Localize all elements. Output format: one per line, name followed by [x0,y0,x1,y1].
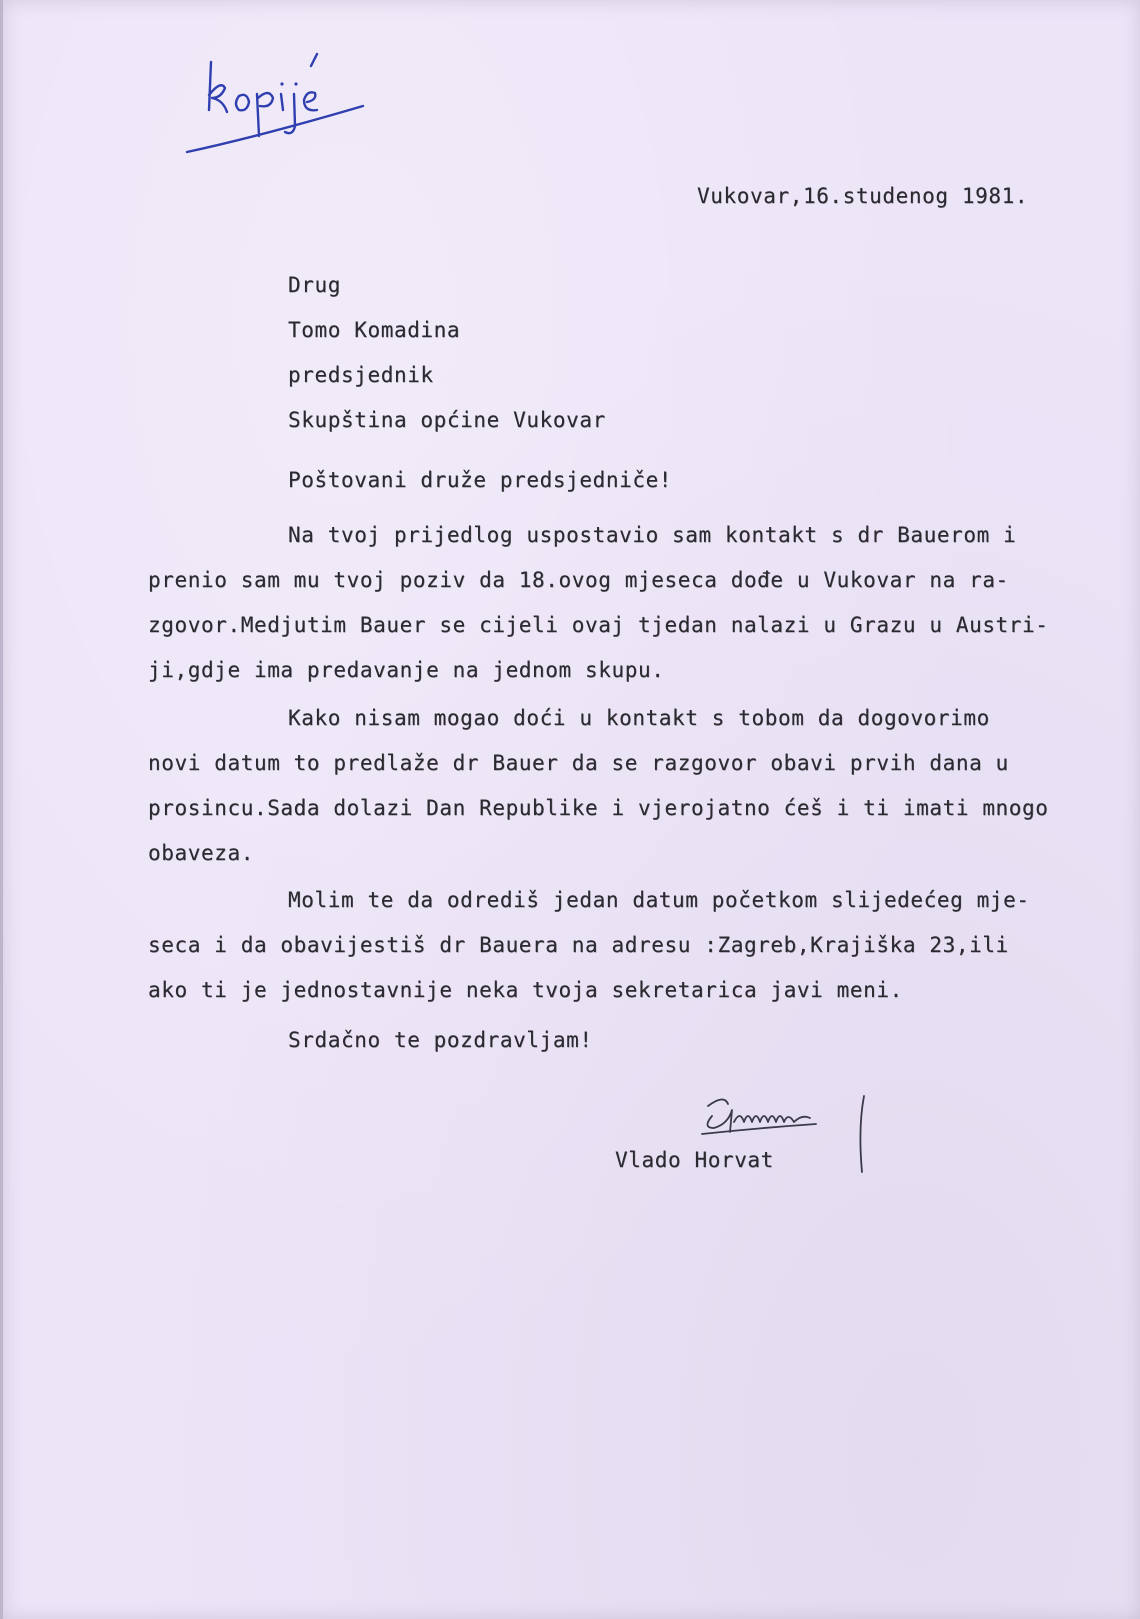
recipient-line: Drug [288,273,341,297]
body-line: novi datum to predlaže dr Bauer da se razgovor obavi prvih dana u [148,751,1009,775]
recipient-organization: Skupština općine Vukovar [288,408,606,432]
body-line: ji,gdje ima predavanje na jednom skupu. [148,658,665,682]
body-line: obaveza. [148,841,254,865]
recipient-title: predsjednik [288,363,434,387]
body-line: ako ti je jednostavnije neka tvoja sekretarica javi meni. [148,978,903,1002]
body-line: Molim te da odrediš jedan datum početkom slijedećeg mje- [288,888,1030,912]
letter-date: Vukovar,16.studenog 1981. [697,184,1029,208]
salutation: Poštovani druže predsjedniče! [288,468,673,492]
body-line: Na tvoj prijedlog uspostavio sam kontakt s dr Bauerom i [288,523,1017,547]
handwritten-annotation [181,40,391,160]
signatory-name: Vlado Horvat [615,1148,774,1172]
recipient-name: Tomo Komadina [288,318,461,342]
body-line: zgovor.Medjutim Bauer se cijeli ovaj tjedan nalazi u Grazu u Austri- [148,613,1049,637]
body-line: prenio sam mu tvoj poziv da 18.ovog mjeseca dođe u Vukovar na ra- [148,568,1009,592]
body-line: Kako nisam mogao doći u kontakt s tobom da dogovorimo [288,706,990,730]
body-line: seca i da obavijestiš dr Bauera na adresu :Zagreb,Krajiška 23,ili [148,933,1009,957]
closing: Srdačno te pozdravljam! [288,1028,593,1052]
body-line: prosincu.Sada dolazi Dan Republike i vjerojatno ćeš i ti imati mnogo [148,796,1049,820]
